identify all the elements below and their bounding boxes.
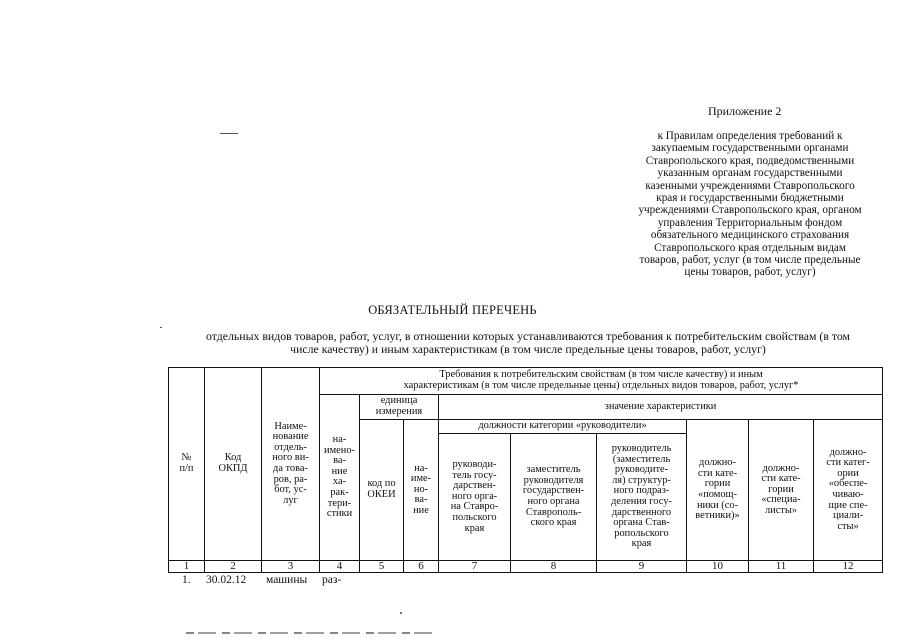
column-number: 12 [814,560,883,572]
row-name: машины [266,574,308,586]
column-number: 1 [169,560,205,572]
document-title: ОБЯЗАТЕЛЬНЫЙ ПЕРЕЧЕНЬ [368,303,537,317]
header-num: № п/п [169,368,205,561]
header-unit-head: руководитель (заместитель руководите- ля) структур- ного подраз- деления госу- дарственного органа Став- ропольского края [597,434,687,561]
header-okpd: Код ОКПД [205,368,262,561]
scan-artifact [186,632,436,634]
stray-dot [160,327,162,328]
row-name-cont: раз- [322,574,342,586]
column-number: 5 [360,560,404,572]
header-unit: единица измерения [360,395,439,420]
requirements-table [168,367,883,573]
column-number: 11 [749,560,814,572]
header-specialists: должно- сти кате- гории «специа- листы» [749,420,814,561]
stray-dot [400,612,402,614]
header-head: руководи- тель госу- дарствен- ного орга- на Ставро- польского края [439,434,511,561]
appendix-body: к Правилам определения требований к закупаемым государственными органами Ставропольского края, подведомственными указанным органам государственными казенными учреждениями Ставропольского края и государственными бюджетными учреждениями Ставропольского края, органом управления Территориальным фондом обязательного медицинского страхования Ставропольского края отдельным видам товаров, работ, услуг (в том числе предельные цены товаров, работ, услуг) [638,130,862,279]
header-value: значение характеристики [439,395,883,420]
header-assistants: должно- сти кате- гории «помощ- ники (со- ветники)» [687,420,749,561]
column-number: 7 [439,560,511,572]
header-support: должно- сти катег- ории «обеспе- чиваю- щие спе- циали- сты» [814,420,883,561]
header-name: Наиме- нование отдель- ного ви- да това- ров, ра- бот, ус- луг [262,368,320,561]
header-requirements: Требования к потребительским свойствам (в том числе качеству) и иным характеристикам (в том числе предельные цены) отдельных видов товаров, работ, услуг* [320,368,883,395]
appendix-title: Приложение 2 [708,104,782,118]
header-deputy: заместитель руководителя государствен- ного органа Ставрополь- ского края [511,434,597,561]
header-unit-name: на- име- но- ва- ние [404,420,439,561]
row-code: 30.02.12 [206,574,247,586]
column-number: 9 [597,560,687,572]
header-char-name: на- имено- ва- ние ха- рак- тери- стики [320,395,360,561]
stray-mark [220,133,238,134]
column-number: 2 [205,560,262,572]
header-managers: должности категории «руководители» [439,420,687,434]
column-number: 10 [687,560,749,572]
header-okei-code: код по ОКЕИ [360,420,404,561]
document-subtitle: отдельных видов товаров, работ, услуг, в отношении которых устанавливаются требования к потребительским свойствам (в том числе качеству) и иным характеристикам (в том числе предельные цены товаров, работ, услуг) [206,329,850,356]
column-number: 6 [404,560,439,572]
column-number: 4 [320,560,360,572]
row-num: 1. [182,574,191,586]
column-number: 8 [511,560,597,572]
column-number: 3 [262,560,320,572]
